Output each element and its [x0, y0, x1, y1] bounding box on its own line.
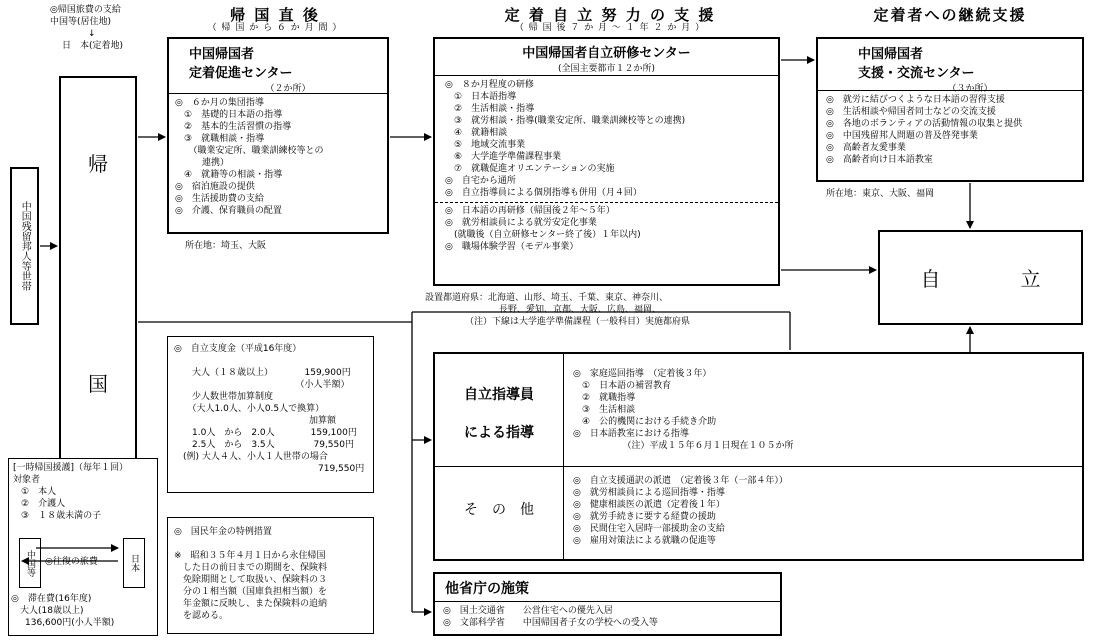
instructor-label-2: による指導	[464, 425, 534, 441]
settlement-center-count: （２か所）	[265, 84, 311, 94]
support-money-item: （大人1.0人、小人0.5人で換算）	[174, 404, 325, 414]
support-money-item: (例) 大人４人、小人１人世帯の場合	[174, 452, 328, 462]
pension-item: ※ 昭和３５年４月１日から永住帰国	[174, 551, 326, 561]
exchange-center-item: ◎ 各地のボランティアの活動情報の収集と提供	[826, 119, 1023, 129]
instructor-item: ② 就職指導	[573, 393, 636, 403]
instructor-item: ① 日本語の補習教育	[573, 381, 672, 391]
training-center-item: ⑤ 地域交流事業	[445, 140, 526, 150]
settlement-center-item: ◎ 宿泊施設の提供	[175, 182, 255, 192]
training-center-item: ① 日本語指導	[445, 92, 517, 102]
settlement-center-item: （職業安定所、職業訓練校等との	[175, 146, 324, 156]
pension-item: 免除期間として取扱い、保険料の３	[174, 575, 328, 585]
settlement-center-title-1: 中国帰国者	[189, 47, 255, 62]
temp-travel-label: ◎往復の旅費	[45, 557, 98, 567]
section-title-2: 定 着 自 立 努 力 の 支 援	[504, 6, 716, 24]
training-center-item-b: ◎ 職場体験学習（モデル事業）	[445, 242, 579, 252]
section-title-1: 帰 国 直 後	[230, 6, 320, 24]
support-money-item: 少人数世帯加算制度	[174, 392, 274, 402]
instructor-item: ④ 公的機関における手続き介助	[573, 417, 717, 427]
others-label: そ の 他	[464, 502, 534, 518]
temp-return-target: 対象者	[13, 475, 41, 485]
independence-label: 自 立	[920, 267, 1041, 291]
instructor-label-1: 自立指導員	[464, 387, 534, 403]
pension-item: を認める。	[174, 611, 229, 621]
others-item: ◎ 民間住宅入居時一部援助金の支給	[573, 524, 725, 534]
settlement-center-title-2: 定着促進センター	[189, 66, 293, 81]
exchange-center-item: ◎ 中国残留邦人問題の普及啓発事業	[826, 131, 978, 141]
ministries-item: ◎ 国土交通省 公営住宅への優先入居	[443, 606, 613, 616]
training-center-item: ⑦ 就職促進オリエンテーションの実施	[445, 164, 615, 174]
exchange-center-location: 所在地：東京、大阪、福岡	[826, 189, 935, 199]
exchange-center-item: ◎ 就労に結びつくような日本語の習得支援	[826, 95, 1005, 105]
temp-return-title: [一時帰国援護]（毎年１回）	[13, 463, 129, 473]
prefecture-line-1: 設置都道府県：北海道、山形、埼玉、千葉、東京、神奈川、	[425, 293, 669, 303]
prefecture-line-2: 長野、愛知、京都、大阪、広島、福岡、	[499, 305, 662, 315]
training-center-item-b: ◎ 日本語の再研修（帰国後２年〜５年）	[445, 206, 615, 216]
others-item: ◎ 雇用対策法による就職の促進等	[573, 536, 716, 546]
others-item: ◎ 就労相談員による巡回指導・指導	[573, 488, 725, 498]
temp-china-label: 中国等	[25, 549, 35, 577]
exchange-center-count: （３か所）	[947, 84, 993, 94]
instructor-item: ◎ 家庭巡回指導 （定着後３年）	[573, 369, 712, 379]
instructor-item: ③ 生活相談	[573, 405, 636, 415]
return-bottom-char: 国	[88, 372, 108, 396]
return-top-char: 帰	[88, 152, 108, 176]
exchange-center-item: ◎ 高齢者友愛事業	[826, 143, 906, 153]
training-center-item: ④ 就籍相談	[445, 128, 508, 138]
section-sub-1: （ 帰 国 か ら ６ か 月 間 ）	[207, 23, 343, 33]
exchange-center-item: ◎ 高齢者向け日本語教室	[826, 155, 933, 165]
pension-item: 年金額に反映し、また保険料の追納	[174, 599, 328, 609]
instructor-item: （注）平成１５年６月１日現在１０５か所	[573, 441, 794, 451]
settlement-center-item: ◎ 生活援助費の支給	[175, 194, 264, 204]
support-money-item: 2.5人 から 3.5人 79,550円	[174, 440, 354, 450]
instructor-item: ◎ 日本語教室における指導	[573, 429, 689, 439]
temp-stay-3: 136,600円(小人半額)	[25, 618, 115, 628]
support-money-item: （小人半額）	[174, 380, 350, 390]
support-money-item: ◎ 自立支度金（平成16年度）	[174, 344, 302, 354]
training-center-item: ◎ 自宅から通所	[445, 176, 516, 186]
exchange-center-item: ◎ 生活相談や帰国者同士などの交流支援	[826, 107, 996, 117]
training-center-count: (全国主要都市１２か所)	[557, 64, 656, 74]
residence-note: 中国等(居住地)	[50, 17, 112, 27]
others-item: ◎ 自立支援通訳の派遣 （定着後３年（一部４年））	[573, 476, 788, 486]
training-center-item: ③ 就労相談・指導(職業安定所、職業訓練校等との連携)	[445, 116, 686, 126]
ministries-title: 他省庁の施策	[435, 574, 780, 602]
section-sub-2: （ 帰 国 後 ７ か 月 〜 １ 年 ２ か 月 ）	[514, 23, 706, 33]
temp-return-item: ③ １８歳未満の子	[21, 511, 102, 521]
others-item: ◎ 就労手続きに要する経費の援助	[573, 512, 716, 522]
settlement-center-item: ◎ ６か月の集団指導	[175, 98, 264, 108]
training-center-item: ② 生活相談・指導	[445, 104, 535, 114]
settlement-center-item: ① 基礎的日本語の指導	[175, 110, 283, 120]
prefecture-line-3: （注）下線は大学進学準備課程（一般科目）実施都府県	[465, 317, 691, 327]
training-center-item: ◎ ８か月程度の研修	[445, 80, 534, 90]
exchange-center-title-2: 支援・交流センター	[858, 66, 975, 81]
others-item: ◎ 健康相談医の派遣（定着後１年）	[573, 500, 725, 510]
exchange-center-title-1: 中国帰国者	[858, 47, 924, 62]
support-money-item: 1.0人 から 2.0人 159,100円	[174, 428, 357, 438]
section-title-3: 定着者への継続支援	[873, 6, 1027, 24]
settlement-center-item: ④ 就籍等の相談・指導	[175, 170, 283, 180]
temp-return-item: ② 介護人	[21, 499, 66, 509]
travel-note: ◎帰国旅費の支給	[50, 5, 121, 15]
temp-return-item: ① 本人	[21, 487, 57, 497]
training-center-item: ◎ 自立指導員による個別指導も併用（月４回）	[445, 188, 642, 198]
settlement-center-item: ② 基本的生活習慣の指導	[175, 122, 292, 132]
settle-note: 日 本(定着地)	[62, 41, 124, 51]
residual-household-label: 中国残留邦人等世帯	[19, 201, 31, 291]
settlement-center-item: ③ 就職相談・指導	[175, 134, 265, 144]
training-center-item-b: (就職後（自立研修センター終了後）１年以内)	[445, 230, 641, 240]
training-center-item: ⑥ 大学進学準備課程事業	[445, 152, 562, 162]
ministries-item: ◎ 文部科学省 中国帰国者子女の学校への受入等	[443, 618, 658, 628]
training-center-title: 中国帰国者自立研修センター	[522, 46, 691, 61]
support-money-item: 719,550円	[174, 464, 365, 474]
settlement-center-item: 連携）	[175, 158, 230, 168]
pension-item: ◎ 国民年金の特例措置	[174, 527, 272, 537]
pension-item: 分の１相当額（国庫負担相当額）を	[174, 587, 328, 597]
support-money-item: 大人（１８歳以上） 159,900円	[174, 368, 351, 378]
temp-stay-2: 大人(18歳以上)	[11, 606, 84, 616]
temp-japan-label: 日本	[129, 554, 139, 572]
settlement-center-location: 所在地：埼玉、大阪	[185, 241, 267, 251]
temp-stay-1: ◎ 滞在費(16年度)	[11, 594, 92, 604]
down-arrow: ↓	[88, 29, 96, 39]
pension-item: した日の前日までの期間を、保険料	[174, 563, 328, 573]
support-money-item: 加算額	[174, 416, 337, 426]
settlement-center-item: ◎ 介護、保育職員の配置	[175, 206, 282, 216]
training-center-item-b: ◎ 就労相談員による就労安定化事業	[445, 218, 597, 228]
